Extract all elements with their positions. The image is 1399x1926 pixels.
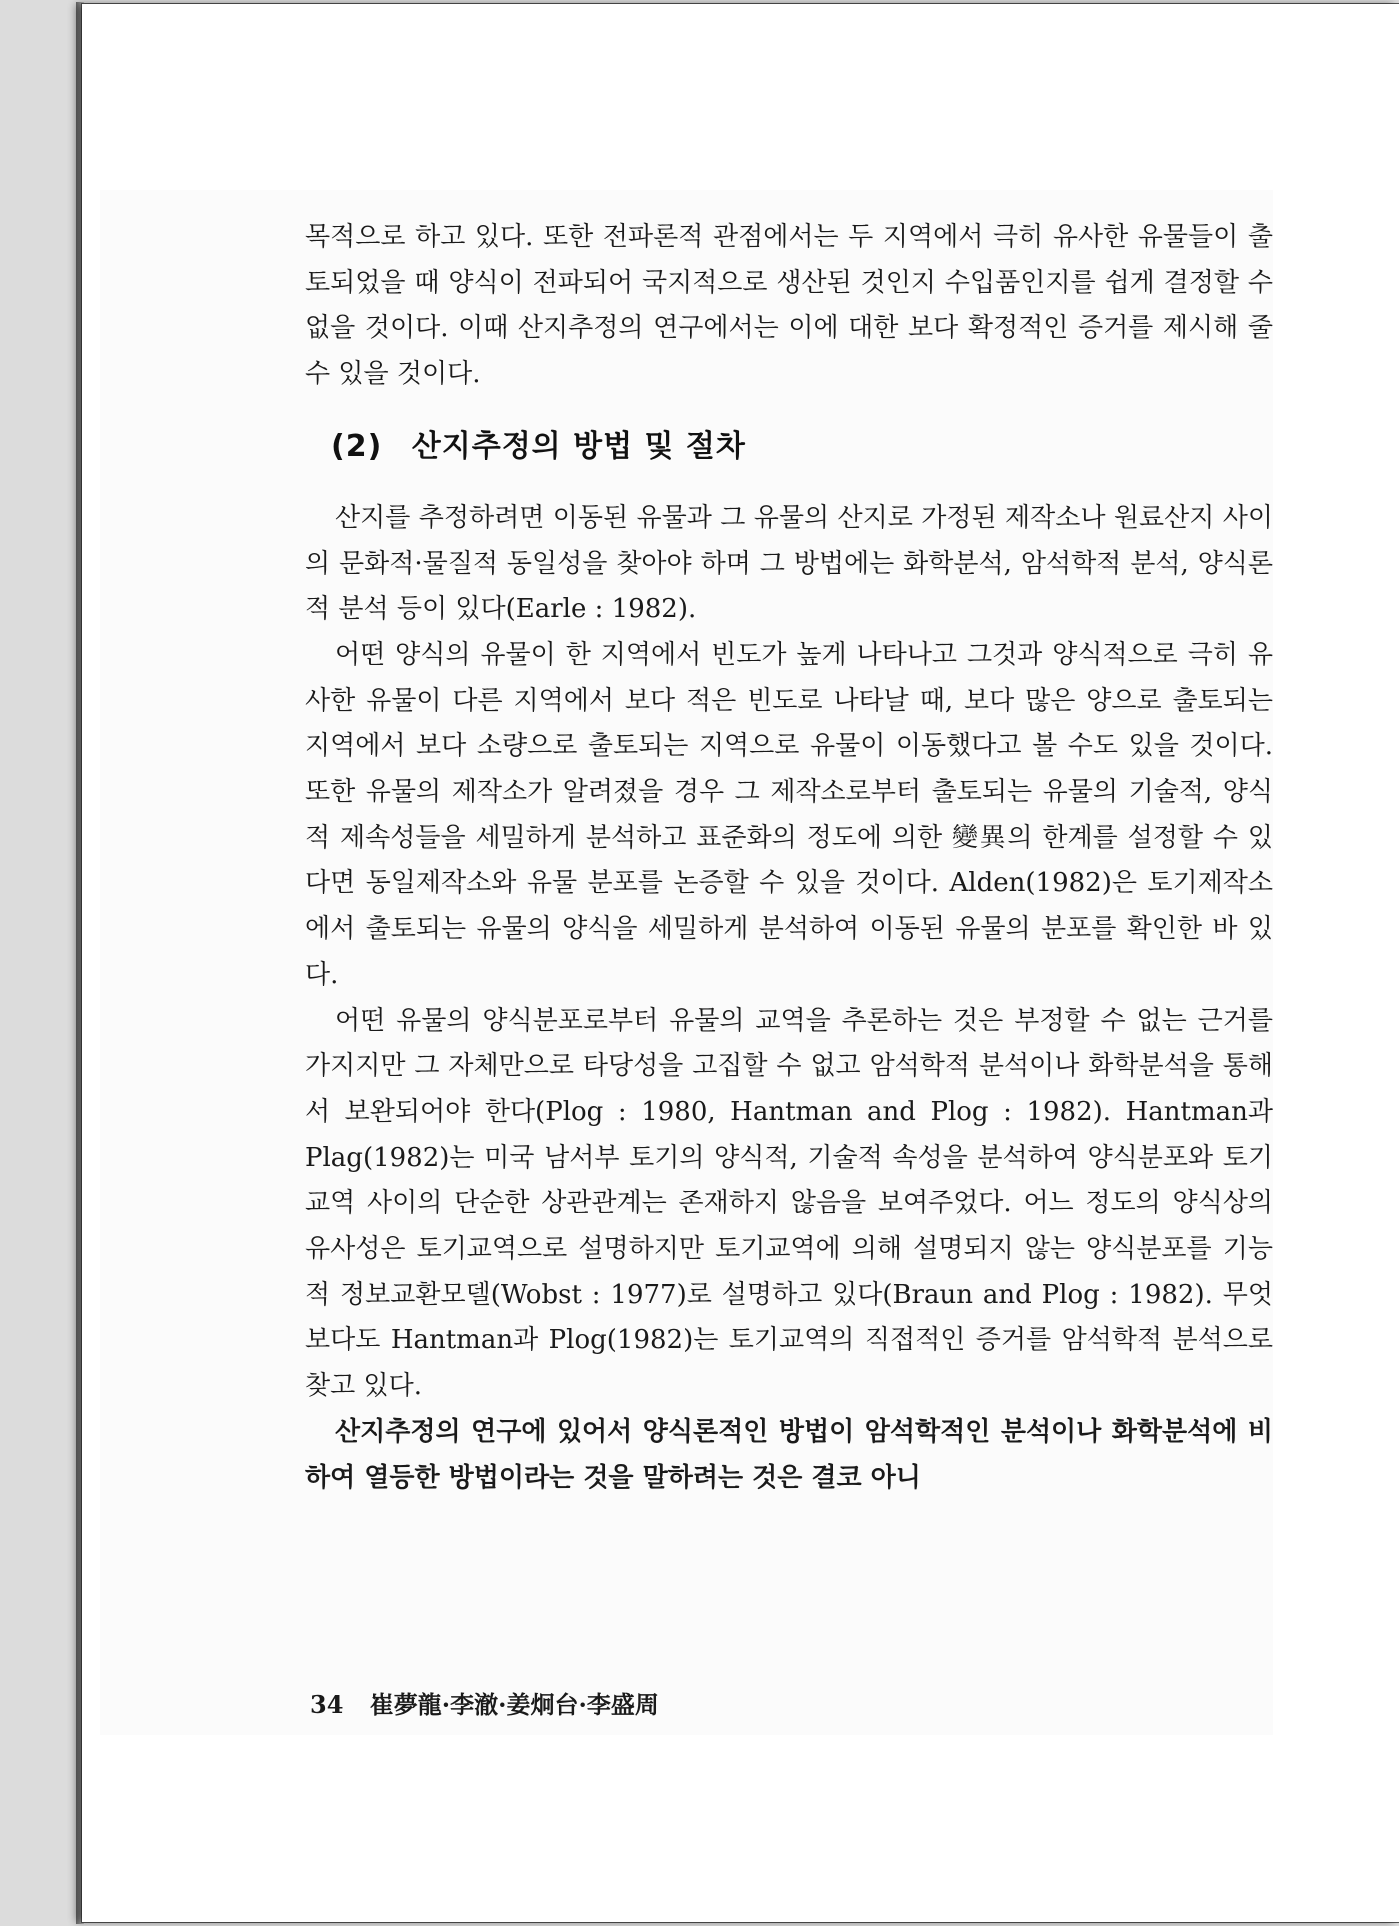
intro-paragraph: 목적으로 하고 있다. 또한 전파론적 관점에서는 두 지역에서 극히 유사한 유물들이 출토되었을 때 양식이 전파되어 국지적으로 생산된 것인지 수입품인지를 쉽게 결정할 수 없을 것이다. 이때 산지추정의 연구에서는 이에 대한 보다 확정적인 증거를 제시해 줄 수 있을 것이다. xyxy=(305,222,1273,390)
paragraph: 산지를 추정하려면 이동된 유물과 그 유물의 산지로 가정된 제작소나 원료산지 사이의 문화적·물질적 동일성을 찾아야 하며 그 방법에는 화학분석, 암석학적 분석, 양식론적 분석 등이 있다(Earle : 1982). xyxy=(305,502,1273,625)
section-title: 산지추정의 방법 및 절차 xyxy=(411,428,746,464)
page-footer xyxy=(310,1685,659,1720)
section-heading xyxy=(331,424,1273,470)
page-number: 34 xyxy=(310,1690,344,1719)
paragraph: 어떤 양식의 유물이 한 지역에서 빈도가 높게 나타나고 그것과 양식적으로 극히 유사한 유물이 다른 지역에서 보다 적은 빈도로 나타날 때, 보다 많은 양으로 출토되는 지역에서 보다 소량으로 출토되는 지역으로 유물이 이동했다고 볼 수도 있을 것이다. 또한 유물의 제작소가 알려졌을 경우 그 제작소로부터 출토되는 유물의 기술적, 양식적 제속성들을 세밀하게 분석하고 표준화의 정도에 의한 變異의 한계를 설정할 수 있다면 동일제작소와 유물 분포를 논증할 수 있을 것이다. Alden(1982)은 토기제작소에서 출토되는 유물의 양식을 세밀하게 분석하여 이동된 유물의 분포를 확인한 바 있다. xyxy=(305,639,1273,990)
paragraph: 산지추정의 연구에 있어서 양식론적인 방법이 암석학적인 분석이나 화학분석에 비하여 열등한 방법이라는 것을 말하려는 것은 결코 아니 xyxy=(305,1416,1273,1493)
section-number: (2) xyxy=(331,428,383,464)
body-text xyxy=(305,215,1273,1501)
paragraph: 어떤 유물의 양식분포로부터 유물의 교역을 추론하는 것은 부정할 수 없는 근거를 가지지만 그 자체만으로 타당성을 고집할 수 없고 암석학적 분석이나 화학분석을 통해서 보완되어야 한다(Plog : 1980, Hantman and Plog : 1982). Hantman과 Plag(1982)는 미국 남서부 토기의 양식적, 기술적 속성을 분석하여 양식분포와 토기교역 사이의 단순한 상관관계는 존재하지 않음을 보여주었다. 어느 정도의 양식상의 유사성은 토기교역으로 설명하지만 토기교역에 의해 설명되지 않는 양식분포를 기능적 정보교환모델(Wobst : 1977)로 설명하고 있다(Braun and Plog : 1982). 무엇보다도 Hantman과 Plog(1982)는 토기교역의 직접적인 증거를 암석학적 분석으로 찾고 있다. xyxy=(305,1005,1273,1402)
footer-authors: 崔夢龍·李澈·姜炯台·李盛周 xyxy=(369,1690,659,1719)
